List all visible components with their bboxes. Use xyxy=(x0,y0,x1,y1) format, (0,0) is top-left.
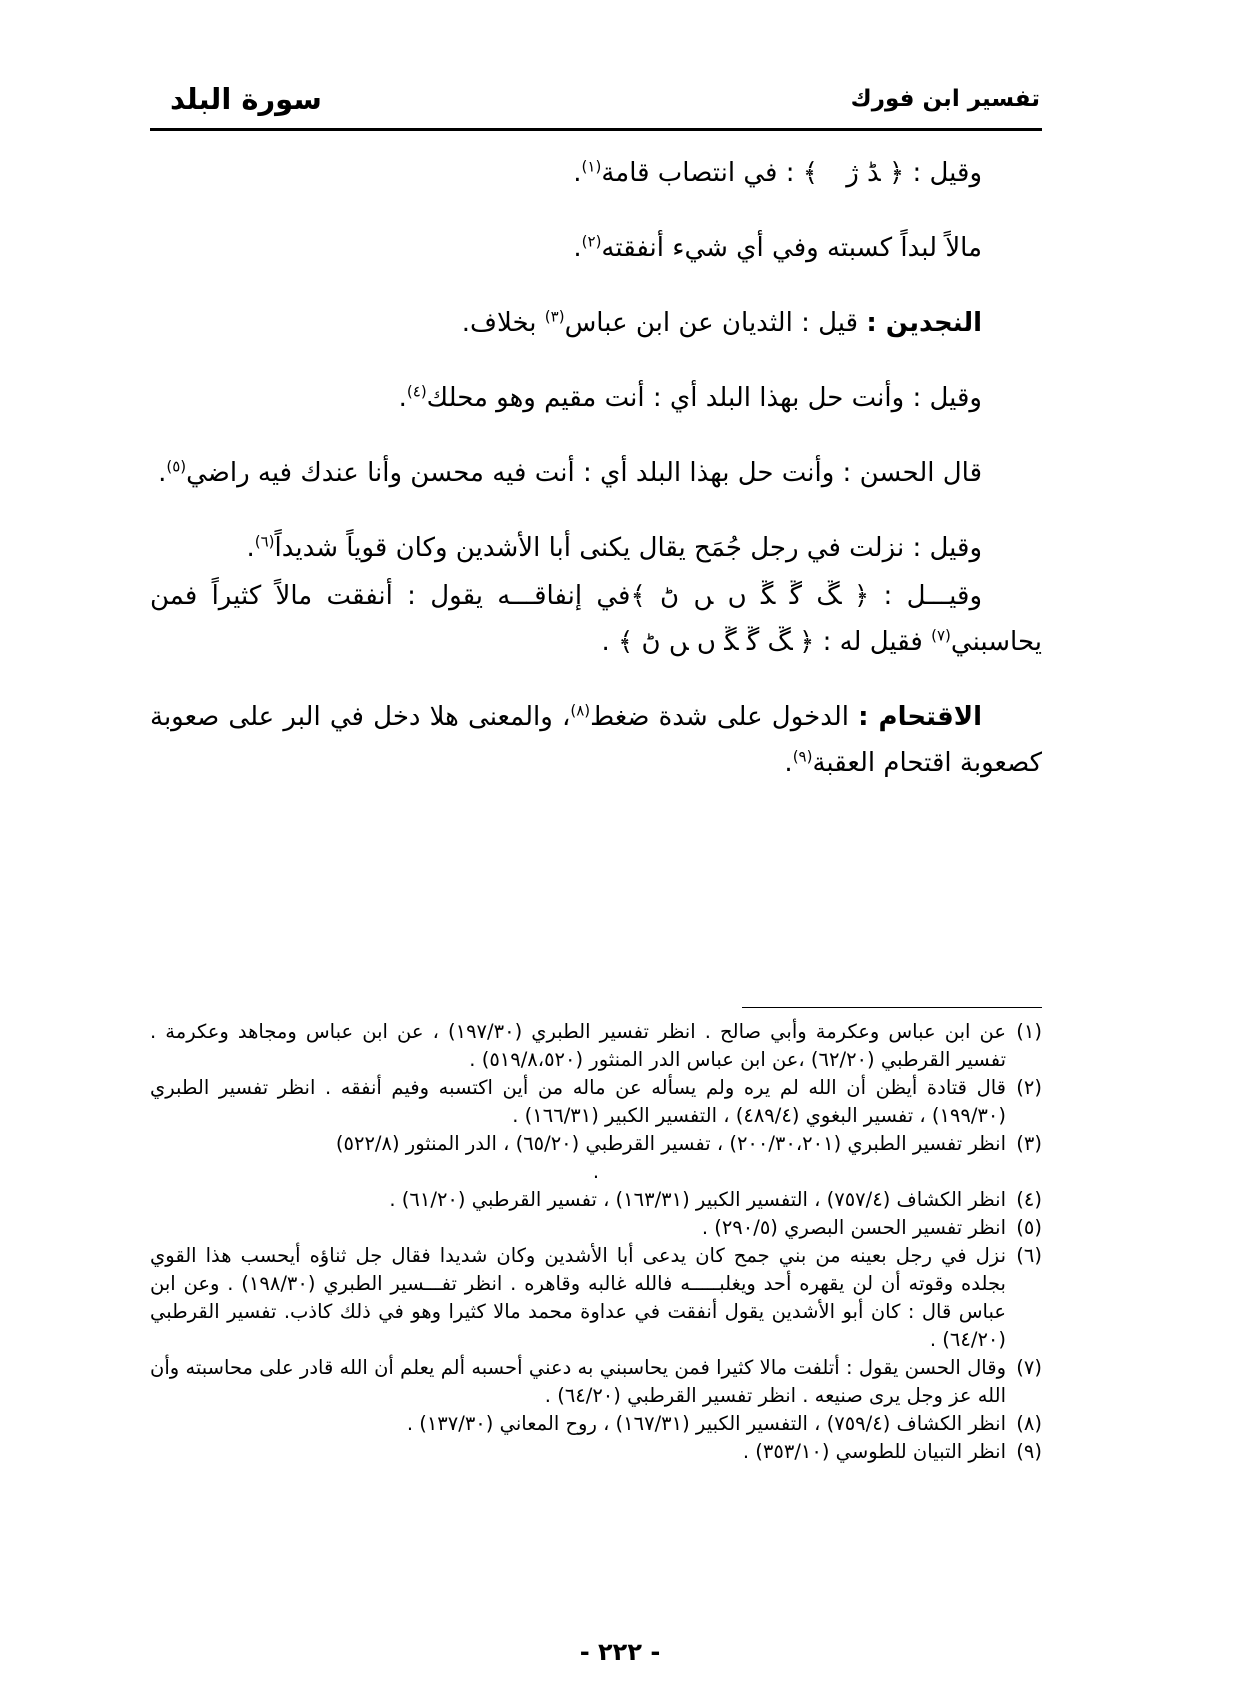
footnote-number: (٨) xyxy=(1016,1412,1042,1435)
book-title: تفسير ابن فورك xyxy=(850,86,1040,112)
footnote-number: (١) xyxy=(1016,1020,1042,1043)
footnote-separator xyxy=(742,1007,1042,1008)
footnote-8: (٨) انظر الكشاف (٧٥٩/٤) ، التفسير الكبير (١٦٧/٣١) ، روح المعاني (١٣٧/٣٠) . xyxy=(150,1410,1042,1438)
footnote-ref: (٨) xyxy=(570,701,591,720)
quran-glyphs: ﮛ ﮜ ﮝ ﮞ ﮟ ﮠ xyxy=(641,627,791,657)
surah-title: سورة البلد xyxy=(170,82,322,116)
footnote-ref: (١) xyxy=(581,157,602,176)
footnote-5: (٥) انظر تفسير الحسن البصري (٢٩٠/٥) . xyxy=(150,1214,1042,1242)
header-rule xyxy=(150,128,1042,131)
footnote-ref: (٣) xyxy=(544,307,565,326)
footnote-6: (٦) نزل في رجل بعينه من بني جمح كان يدعى أبا الأشدين وكان شديدا فقال جل ثناؤه أيحسب هذا القوي بجلده وقوته أن لن يقهره أحد ويغلبـــــه فالله غالبه وقاهره . انظر تفـــسير الطبري (١٩٨/٣٠) . وعن ابن عباس قال : كان أبو الأشدين يقول أنفقت في عداوة محمد مالا كثيرا وهو في ذلك كاذب. تفسير القرطبي (٦٤/٢٠) . xyxy=(150,1244,1042,1351)
footnote-number: (٤) xyxy=(1016,1188,1042,1211)
footnote-ref: (٦) xyxy=(254,532,275,551)
footnote-number: (٣) xyxy=(1016,1132,1042,1155)
paragraph-4: وقيل : وأنت حل بهذا البلد أي : أنت مقيم وهو محلك$^{(٤)}$. xyxy=(398,382,982,413)
footnote-number: (٢) xyxy=(1016,1076,1042,1099)
footnote-ref: (٧) xyxy=(931,626,951,645)
footnote-number: (٩) xyxy=(1016,1440,1042,1463)
page-number: - ٢٢٢ - xyxy=(579,1638,661,1666)
footnote-1: (١) عن ابن عباس وعكرمة وأبي صالح . انظر تفسير الطبري (١٩٧/٣٠) ، عن ابن عباس ومجاهد وعكرمة . تفسير القرطبي (٦٢/٢٠) ،عن ابن عباس الدر المنثور (٥١٩/٨،٥٢٠) . xyxy=(150,1020,1042,1071)
paragraph-5: قال الحسن : وأنت حل بهذا البلد أي : أنت فيه محسن وأنا عندك فيه راضي$^{(٥)}$. xyxy=(158,457,982,488)
footnote-number: (٧) xyxy=(1016,1356,1042,1379)
footnote-2: (٢) قال قتادة أيظن أن الله لم يره ولم يسأله عن ماله من أين اكتسبه وفيم أنفقه . انظر تفسير الطبري (١٩٩/٣٠) ، تفسير البغوي (٤٨٩/٤) ، التفسير الكبير (١٦٦/٣١) . xyxy=(150,1076,1042,1127)
footnote-ref: (٢) xyxy=(581,232,602,251)
paragraph-6: وقيل : نزلت في رجل جُمَح يقال يكنى أبا الأشدين وكان قوياً شديداً$^{(٦)}$. xyxy=(246,532,982,563)
footnote-dot: . xyxy=(592,1160,600,1183)
main-text xyxy=(150,150,1042,815)
paragraph-7: وقيـــل : ﴿ ﮛ ﮜ ﮝ ﮞ ﮟ ﮠ ﴾في إنفاقـــه يقول : أنفقت مالاً كثيراً فمن يحاسبني$^{(٧)}$ فقيل له : ﴿ ﮛ ﮜ ﮝ ﮞ ﮟ ﮠ ﴾ . xyxy=(150,581,1042,657)
footnote-3: (٣) انظر تفسير الطبري (٢٠٠/٣٠،٢٠١) ، تفسير القرطبي (٦٥/٢٠) ، الدر المنثور (٥٢٢/٨) xyxy=(150,1130,1042,1158)
footnote-7: (٧) وقال الحسن يقول : أتلفت مالا كثيرا فمن يحاسبني به دعني أحسبه ألم يعلم أن الله قادر على محاسبته وأن الله عز وجل يرى صنيعه . انظر تفسير القرطبي (٦٤/٢٠) . xyxy=(150,1356,1042,1407)
paragraph-3: النجدين : قيل : الثديان عن ابن عباس$^{(٣)}$ بخلاف. xyxy=(461,307,982,338)
term-iqtiham: الاقتحام : xyxy=(858,702,982,732)
running-header xyxy=(150,78,1040,128)
paragraph-8: الاقتحام : الدخول على شدة ضغط$^{(٨)}$، والمعنى هلا دخل في البر على صعوبة كصعوبة اقتحام العقبة$^{(٩)}$. xyxy=(150,701,1042,778)
footnote-number: (٦) xyxy=(1016,1244,1042,1267)
footnote-9: (٩) انظر التبيان للطوسي (٣٥٣/١٠) . xyxy=(150,1438,1042,1466)
footnote-ref: (٤) xyxy=(406,382,427,401)
term-najdayn: النجدين : xyxy=(866,308,982,338)
footnote-4: (٤) انظر الكشاف (٧٥٧/٤) ، التفسير الكبير (١٦٣/٣١) ، تفسير القرطبي (٦١/٢٠) . xyxy=(150,1186,1042,1214)
footnote-ref: (٩) xyxy=(792,747,813,766)
quran-glyphs: ﮉ ﮊ xyxy=(846,158,881,188)
quran-glyphs: ﮛ ﮜ ﮝ ﮞ ﮟ ﮠ xyxy=(660,581,840,611)
footnote-ref: (٥) xyxy=(166,457,187,476)
footnotes xyxy=(150,1018,1042,1466)
footnote-number: (٥) xyxy=(1016,1216,1042,1239)
paragraph-1: وقيل : ﴿ ﮉ ﮊ ﴾ : في انتصاب قامة$^{(١)}$. xyxy=(573,157,982,188)
paragraph-2: مالاً لبداً كسبته وفي أي شيء أنفقته$^{(٢)}$. xyxy=(573,232,982,263)
